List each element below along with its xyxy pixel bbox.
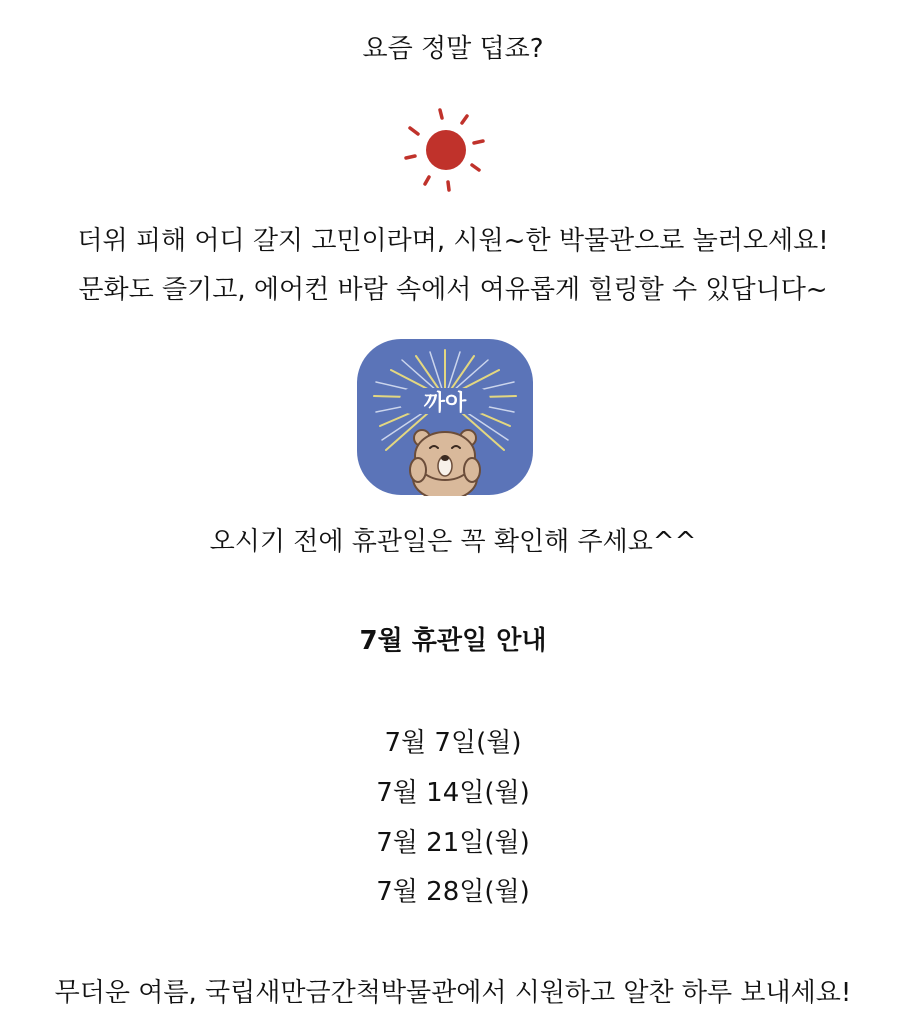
bear-wow-sticker — [356, 338, 534, 496]
sun-icon — [402, 106, 490, 194]
closure-date: 7월 28일(월) — [376, 877, 530, 907]
intro-line-2: 문화도 즐기고, 에어컨 바람 속에서 여유롭게 힐링할 수 있답니다~ — [78, 275, 828, 305]
bear-icon — [410, 430, 480, 496]
notice-text: 오시기 전에 휴관일은 꼭 확인해 주세요^^ — [209, 527, 697, 557]
intro-line-1: 더위 피해 어디 갈지 고민이라며, 시원~한 박물관으로 놀러오세요! — [77, 226, 829, 256]
closure-date: 7월 7일(월) — [384, 728, 522, 758]
closing-text: 무더운 여름, 국립새만금간척박물관에서 시원하고 알찬 하루 보내세요! — [54, 978, 852, 1008]
closure-date: 7월 14일(월) — [376, 778, 530, 808]
sticker-text: 까아 — [423, 391, 467, 416]
greeting-text: 요즘 정말 덥죠? — [362, 34, 544, 64]
closure-title: 7월 휴관일 안내 — [359, 626, 547, 656]
closure-date: 7월 21일(월) — [376, 828, 530, 858]
